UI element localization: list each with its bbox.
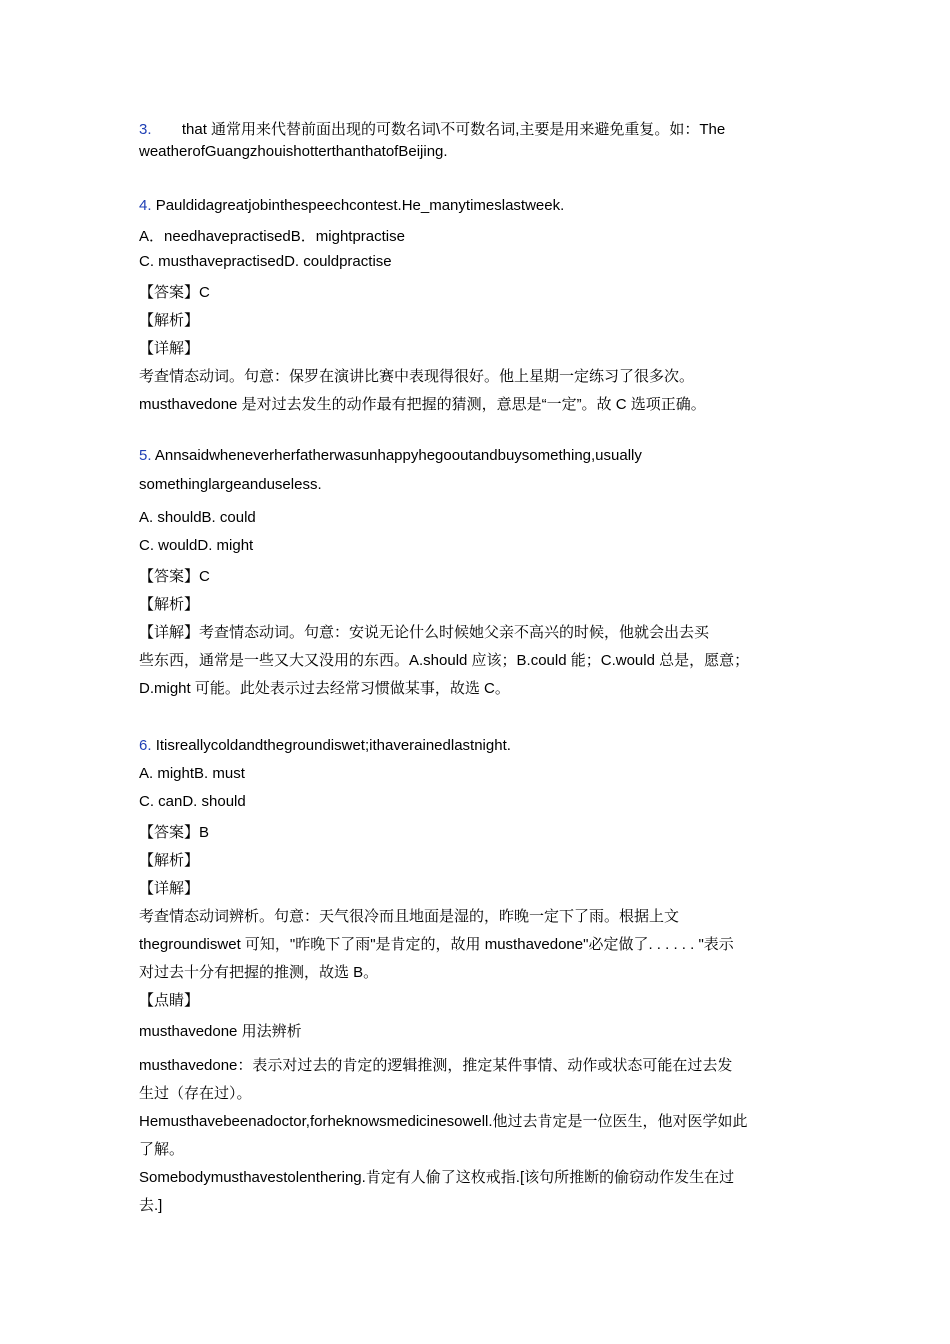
- q6-options-line1: A. mightB. must: [139, 765, 245, 782]
- q5-detail3: D.might 可能。此处表示过去经常习惯做某事，故选 C。: [139, 680, 510, 697]
- q4-explain2: musthavedone 是对过去发生的动作最有把握的猜测，意思是“一定”。故 C 选项正确。: [139, 396, 706, 413]
- q6-example2b: 去.]: [139, 1197, 163, 1214]
- q6-number: 6.: [139, 737, 152, 754]
- q4-detail-label: 【详解】: [139, 340, 200, 357]
- q6-example1b: 了解。: [139, 1141, 185, 1158]
- q5-detail2: 些东西，通常是一些又大又没用的东西。A.should 应该；B.could 能；C.would 总是，愿意；: [139, 652, 750, 669]
- q6-analysis-label: 【解析】: [139, 852, 200, 869]
- q5-number: 5.: [139, 447, 152, 464]
- q6-usage-title: musthavedone 用法辨析: [139, 1023, 302, 1040]
- q4-options-line1: A．needhavepractisedB．mightpractise: [139, 228, 405, 245]
- q6-answer: 【答案】B: [139, 824, 210, 841]
- q6-detail-label: 【详解】: [139, 880, 200, 897]
- q6-question: Itisreallycoldandthegroundiswet;ithaverainedlastnight.: [155, 737, 511, 754]
- q5-question2: somethinglargeanduseless.: [139, 476, 322, 493]
- q5-question-line: [139, 447, 642, 464]
- q5-answer: 【答案】C: [139, 568, 210, 585]
- q6-explain3: 对过去十分有把握的推测，故选 B。: [139, 964, 379, 981]
- q6-options-line2: C. canD. should: [139, 793, 246, 810]
- q4-explain1: 考查情态动词。句意：保罗在演讲比赛中表现得很好。他上星期一定练习了很多次。: [139, 368, 695, 385]
- q6-example2a: Somebodymusthavestolenthering.肯定有人偷了这枚戒指.[该句所推断的偷窃动作发生在过: [139, 1169, 735, 1186]
- q4-analysis-label: 【解析】: [139, 312, 200, 329]
- q3-text2: weatherofGuangzhouishotterthanthatofBeijing.: [139, 143, 448, 160]
- q5-detail1: 【详解】考查情态动词。句意：安说无论什么时候她父亲不高兴的时候，他就会出去买: [139, 624, 710, 641]
- q6-usage2: 生过（存在过）。: [139, 1085, 252, 1102]
- q3-text: that 通常用来代替前面出现的可数名词\不可数名词,主要是用来避免重复。如：The: [181, 121, 726, 138]
- q5-options-line1: A. shouldB. could: [139, 509, 256, 526]
- q5-options-line2: C. wouldD. might: [139, 537, 254, 554]
- q4-answer: 【答案】C: [139, 284, 210, 301]
- q3-number: 3.: [139, 121, 152, 138]
- q6-explain1: 考查情态动词辨析。句意：天气很冷而且地面是湿的，昨晚一定下了雨。根据上文: [139, 908, 680, 925]
- q5-question1: Annsaidwheneverherfatherwasunhappyhegooutandbuysomething,usually: [154, 447, 642, 464]
- q6-example1a: Hemusthavebeenadoctor,forheknowsmedicinesowell.他过去肯定是一位医生，他对医学如此: [139, 1113, 748, 1130]
- q3-line1: [139, 118, 725, 139]
- q5-analysis-label: 【解析】: [139, 596, 200, 613]
- q6-explain2: thegroundiswet 可知，"昨晚下了雨"是肯定的，故用 musthavedone"必定做了. . . . . . "表示: [139, 936, 734, 953]
- q4-options-line2: C. musthavepractisedD. couldpractise: [139, 253, 392, 270]
- q6-usage1: musthavedone：表示对过去的肯定的逻辑推测，推定某件事情、动作或状态可能在过去发: [139, 1057, 733, 1074]
- q4-question: Pauldidagreatjobinthespeechcontest.He_manytimeslastweek.: [155, 197, 565, 214]
- q4-number: 4.: [139, 197, 152, 214]
- q6-question-line: [139, 737, 511, 754]
- q6-tip-label: 【点睛】: [139, 992, 200, 1009]
- q4-question-line: [139, 197, 564, 214]
